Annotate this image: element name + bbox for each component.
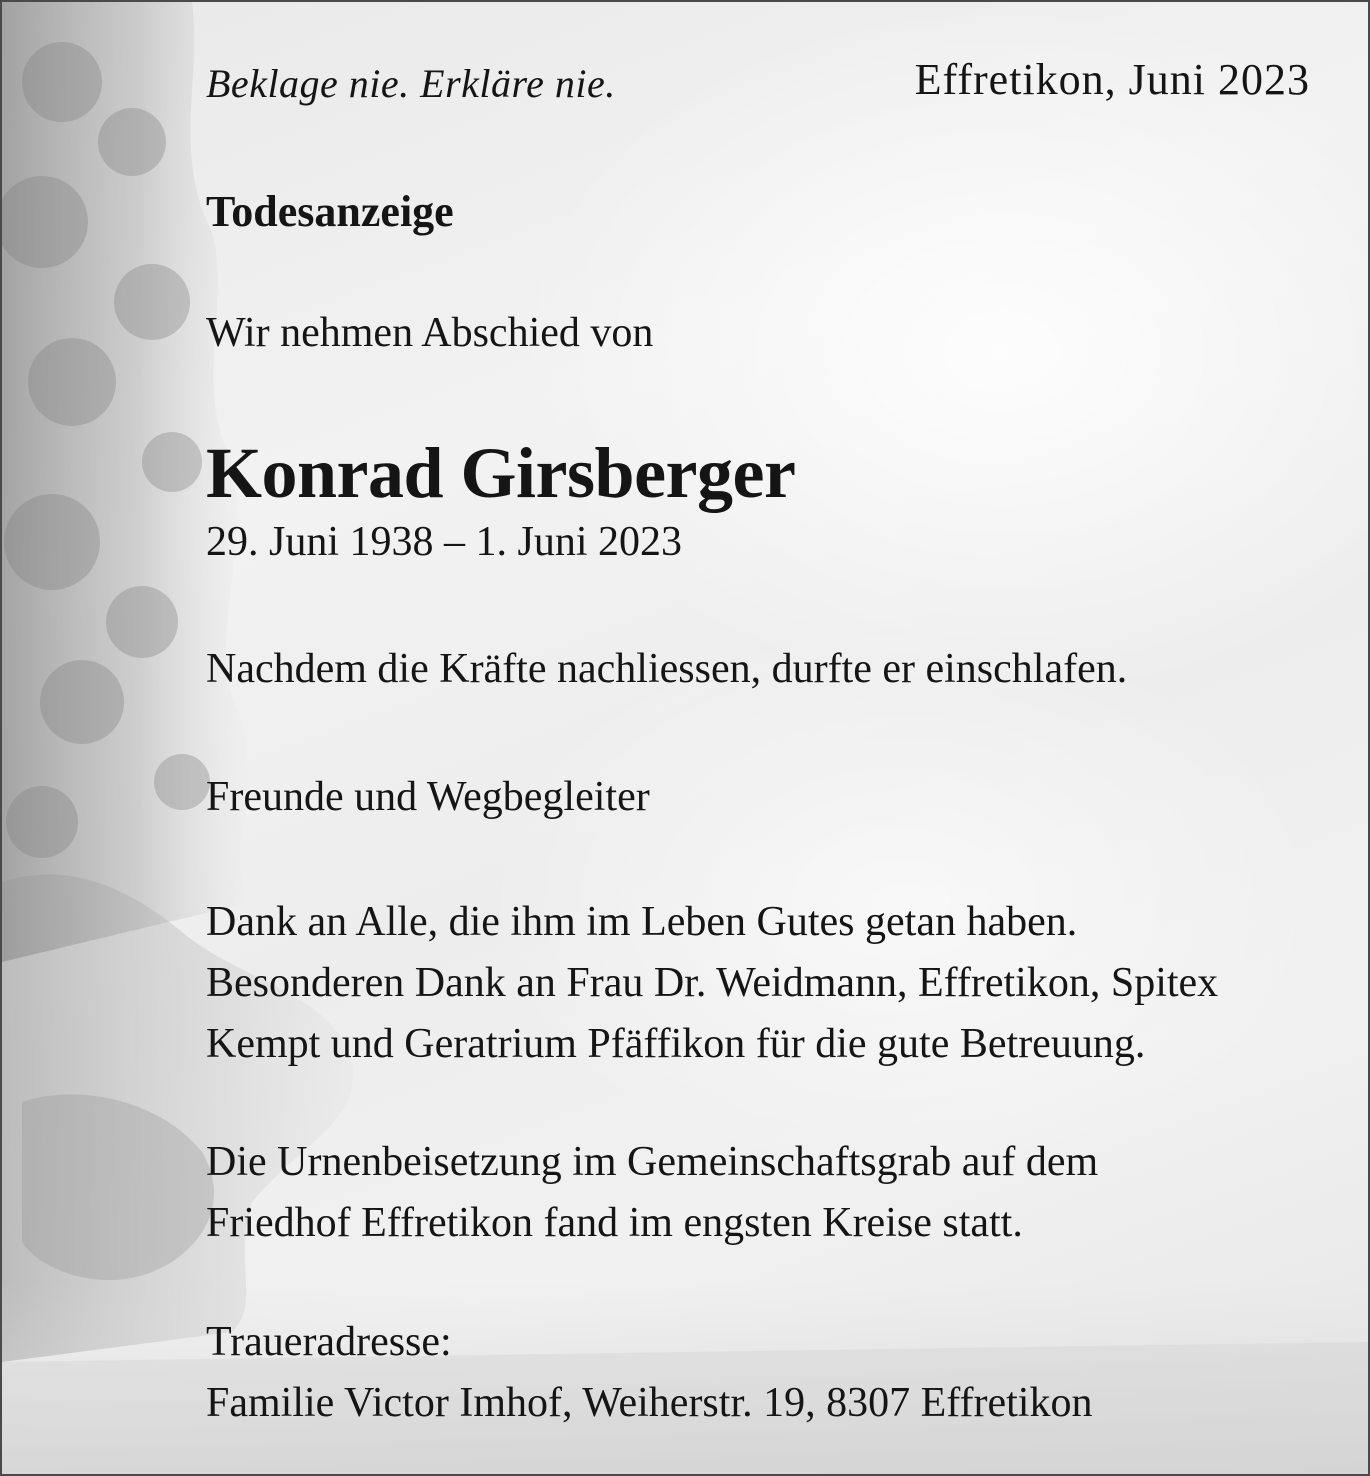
mourning-address	[206, 1312, 1092, 1434]
address-value: Familie Victor Imhof, Weiherstr. 19, 8307 Effretikon	[206, 1380, 1093, 1426]
burial-line: Die Urnenbeisetzung im Gemeinschaftsgrab auf dem	[206, 1139, 1099, 1185]
deceased-name: Konrad Girsberger	[206, 433, 796, 513]
motto: Beklage nie. Erkläre nie.	[206, 61, 616, 106]
intro-text: Wir nehmen Abschied von	[206, 310, 654, 356]
place-date: Effretikon, Juni 2023	[914, 55, 1310, 104]
thanks-line: Kempt und Geratrium Pfäffikon für die gute Betreuung.	[206, 1021, 1146, 1067]
notice-title: Todesanzeige	[206, 187, 454, 236]
burial-paragraph	[206, 1132, 1098, 1254]
address-label: Traueradresse:	[206, 1319, 452, 1365]
thanks-paragraph	[206, 892, 1218, 1075]
statement-text: Nachdem die Kräfte nachliessen, durfte er einschlafen.	[206, 646, 1128, 692]
life-dates: 29. Juni 1938 – 1. Juni 2023	[206, 519, 683, 565]
burial-line: Friedhof Effretikon fand im engsten Kreise statt.	[206, 1200, 1023, 1246]
mourners-text: Freunde und Wegbegleiter	[206, 774, 650, 820]
thanks-line: Dank an Alle, die ihm im Leben Gutes getan haben.	[206, 899, 1078, 945]
thanks-line: Besonderen Dank an Frau Dr. Weidmann, Effretikon, Spitex	[206, 960, 1219, 1006]
